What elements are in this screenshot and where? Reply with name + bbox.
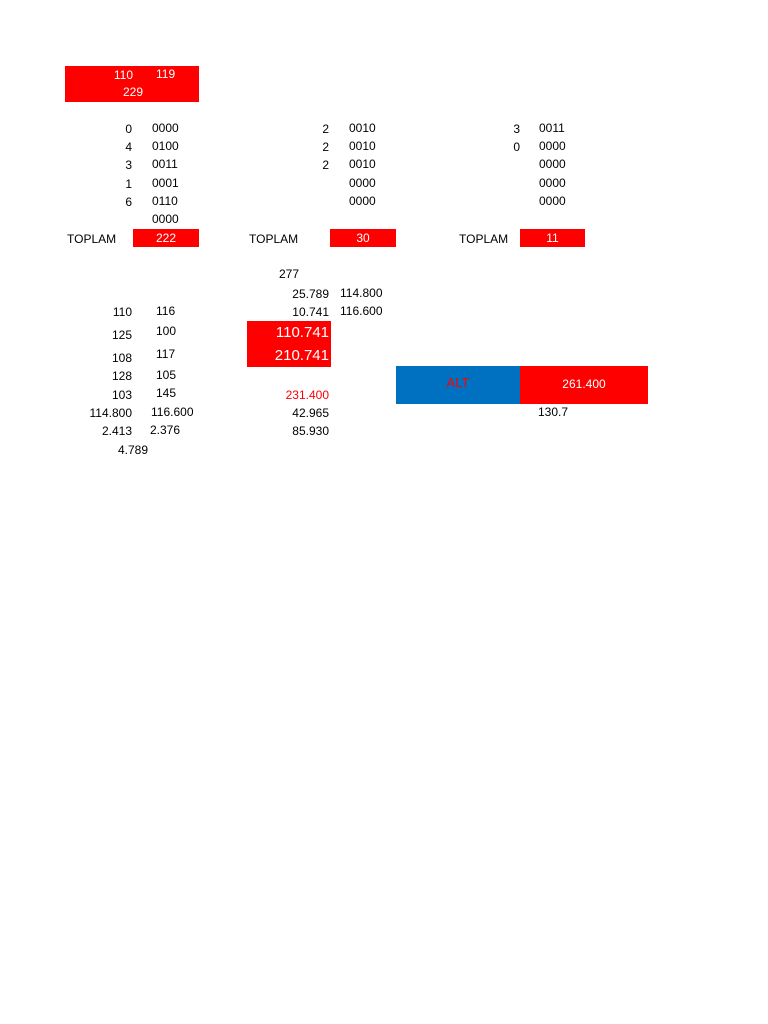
big-value-1: 110.741 (275, 324, 329, 341)
right-value: 2.376 (150, 423, 181, 437)
col2-bin: 0010 (349, 157, 376, 171)
big-value-2: 210.741 (274, 347, 329, 364)
toplam-label: TOPLAM (249, 232, 299, 246)
col3-num: 0 (513, 140, 520, 154)
mid-value: 277 (279, 267, 300, 281)
col2-bin: 0010 (349, 139, 376, 153)
col3-bin: 0000 (539, 176, 566, 190)
right-value: 117 (156, 347, 176, 361)
mid-value: 42.965 (292, 406, 329, 420)
toplam-label: TOPLAM (459, 232, 509, 246)
right-value: 145 (156, 386, 177, 400)
col2-bin: 0000 (349, 176, 376, 190)
mid-value: 25.789 (292, 287, 329, 301)
alt-value: 261.400 (562, 377, 606, 391)
mid-red-value: 231.400 (285, 388, 329, 402)
top-value-c: 229 (122, 85, 143, 99)
col1-num: 6 (125, 195, 132, 209)
col2-bin: 0010 (349, 121, 376, 135)
col3-bin: 0011 (539, 121, 565, 135)
col3-bin: 0000 (539, 157, 566, 171)
left-value: 125 (111, 328, 132, 342)
right-value: 100 (156, 324, 177, 338)
col3-bin: 0000 (539, 194, 566, 208)
left-value: 128 (111, 369, 132, 383)
col1-bin: 0110 (152, 194, 178, 208)
col1-bin: 0011 (152, 157, 178, 171)
col1-bin: 0001 (152, 176, 179, 190)
left-value: 2.413 (101, 424, 132, 438)
col2-bin: 0000 (349, 194, 376, 208)
col2-num: 2 (322, 122, 329, 136)
total-value-1: 222 (155, 231, 177, 245)
right-value: 105 (156, 368, 177, 382)
left-value: 114.800 (89, 406, 132, 420)
col3-num: 3 (513, 122, 520, 136)
top-value-a: 110 (113, 68, 133, 82)
col2-num: 2 (322, 158, 329, 172)
total-value-3: 11 (546, 231, 559, 245)
left-value: 108 (111, 351, 132, 365)
col1-num: 4 (125, 140, 132, 154)
mid-value: 116.600 (340, 304, 383, 318)
mid-value: 114.800 (340, 286, 383, 300)
right-value: 116.600 (151, 405, 194, 419)
mid-value: 10.741 (292, 305, 329, 319)
col1-num: 0 (125, 122, 132, 136)
col2-num: 2 (322, 140, 329, 154)
total-value-2: 30 (356, 231, 370, 245)
col1-num: 1 (125, 177, 132, 191)
col1-bin: 0000 (152, 212, 179, 226)
left-total: 4.789 (117, 443, 148, 457)
left-value: 103 (111, 388, 132, 402)
toplam-label: TOPLAM (67, 232, 117, 246)
col1-num: 3 (125, 158, 132, 172)
col3-bin: 0000 (539, 139, 566, 153)
col1-bin: 0000 (152, 121, 179, 135)
left-value: 110 (112, 305, 132, 319)
alt-below-value: 130.7 (537, 405, 569, 419)
right-value: 116 (156, 304, 176, 318)
col1-bin: 0100 (152, 139, 179, 153)
mid-value: 85.930 (292, 424, 329, 438)
top-value-b: 119 (156, 67, 176, 81)
alt-label: ALT (446, 375, 470, 390)
